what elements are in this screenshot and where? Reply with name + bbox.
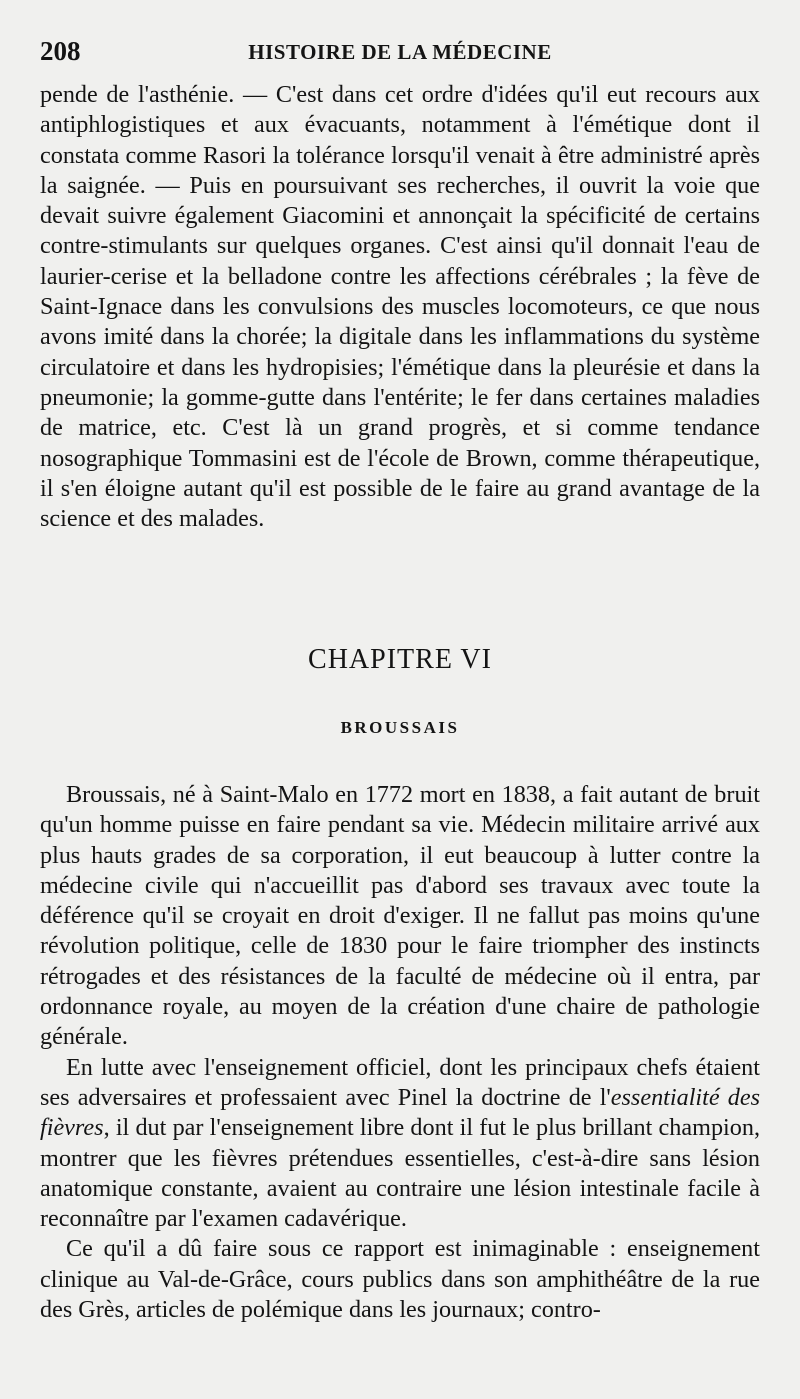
body-paragraph: Broussais, né à Saint-Malo en 1772 mort en 1838, a fait autant de bruit qu'un homme puisse en faire pendant sa vie. Médecin militaire arrivé aux plus hauts grades de sa corporation, il eut beaucoup à lutter contre la médecine civile qui n'accueillit pas d'abord ses travaux avec toute la déférence qu'il se croyait en droit d'exiger. Il ne fallut pas moins qu'une révolution politique, celle de 1830 pour le faire triompher des instincts rétrogades et des résistances de la faculté de médecine où il entra, par ordonnance royale, au moyen de la création d'une chaire de pathologie générale. [40,781,760,1051]
running-title: HISTOIRE DE LA MÉDECINE [248,40,552,64]
italic-term: essentialité des fièvres [40,1083,761,1142]
paragraph-text: En lutte avec l'enseignement officiel, dont les principaux chefs étaient ses adversaires et professaient avec Pinel la doctrine de l' [40,1053,760,1111]
body-paragraph: Ce qu'il a dû faire sous ce rapport est inimaginable : enseignement clinique au Val-de-Grâce, cours publics dans son amphithéâtre de la rue des Grès, articles de polémique dans les journaux; contro- [40,1235,760,1324]
page-header [40,36,760,66]
body-paragraph [40,1053,760,1235]
chapter-body [40,780,760,1325]
continued-paragraph: pende de l'asthénie. — C'est dans cet ordre d'idées qu'il eut recours aux antiphlogistiques et aux évacuants, notamment à l'émétique dont il constata comme Rasori la tolérance lorsqu'il venait à être administré après la saignée. — Puis en poursuivant ses recherches, il ouvrit la voie que devait suivre également Giacomini et annonçait la spécificité de certains contre-stimulants sur quelques organes. C'est ainsi qu'il donnait l'eau de laurier-cerise et la belladone contre les affections cérébrales ; la fève de Saint-Ignace dans les convulsions des muscles locomoteurs, ce que nous avons imité dans la chorée; la digitale dans les inflammations du système circulatoire et dans les hydropisies; l'émétique dans la pleurésie et dans la pneumonie; la gomme-gutte dans l'entérite; le fer dans certaines maladies de matrice, etc. C'est là un grand progrès, et si comme tendance nosographique Tommasini est de l'école de Brown, comme thérapeutique, il s'en éloigne autant qu'il est possible de le faire au grand avantage de la science et des malades. [40,81,760,533]
chapter-subtitle: BROUSSAIS [340,718,460,737]
top-paragraph-block [40,80,760,534]
chapter-title: CHAPITRE VI [308,644,492,675]
paragraph-text: , il dut par l'enseignement libre dont il fut le plus brillant champion, montrer que les fièvres prétendues essentielles, c'est-à-dire sans lésion anatomique constante, avaient au contraire une lésion intestinale facile à reconnaître par l'examen cadavérique. [40,1114,760,1233]
page-number: 208 [40,36,81,66]
